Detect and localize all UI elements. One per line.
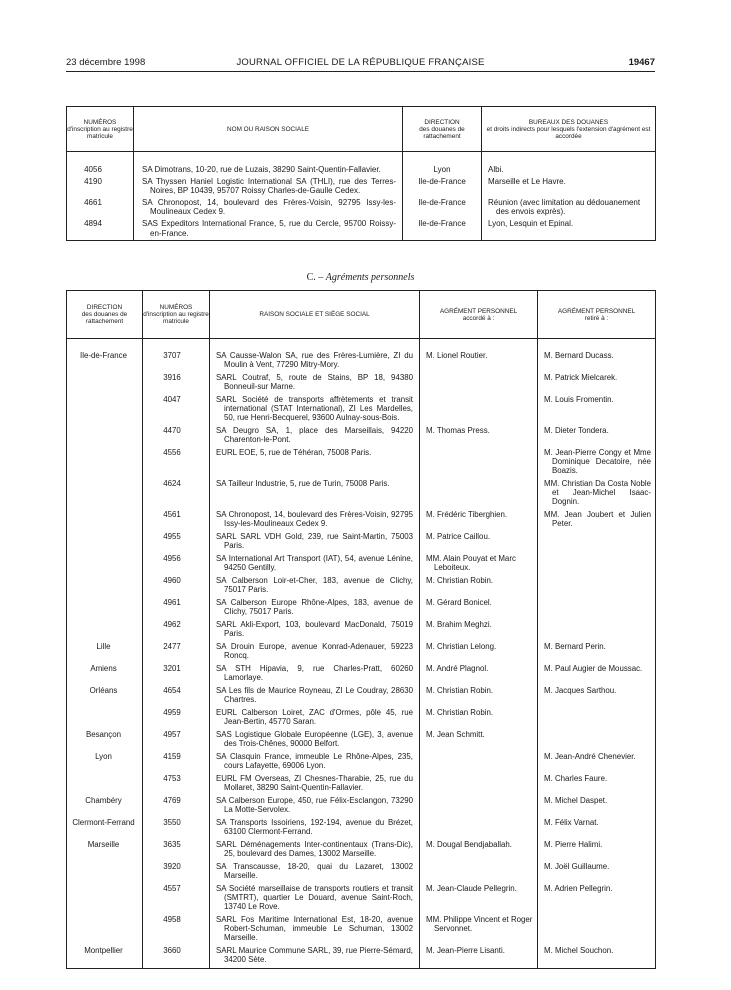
raison-sociale: SA Calberson Europe Rhône-Alpes, 183, avenue de Clichy, 75017 Paris. <box>210 598 420 620</box>
agrement-retire: M. Jean-André Chenevier. <box>538 752 656 774</box>
agrement-retire <box>538 620 656 642</box>
registre-number: 3916 <box>143 373 210 395</box>
agrement-retire <box>538 532 656 554</box>
agrement-retire <box>538 598 656 620</box>
table1-header-num: NUMÉROS d'inscription au registre matricule <box>67 107 134 152</box>
raison-sociale: SA Deugro SA, 1, place des Marseillais, 94220 Charenton-le-Pont. <box>210 426 420 448</box>
registre-number: 4654 <box>143 686 210 708</box>
table2-body <box>67 339 656 969</box>
direction-douanes <box>67 426 143 448</box>
agrement-retire: M. Louis Fromentin. <box>538 395 656 426</box>
table-row <box>67 752 656 774</box>
table-row <box>67 152 656 177</box>
agrement-accorde <box>420 818 538 840</box>
registre-number: 4753 <box>143 774 210 796</box>
registre-number: 3660 <box>143 946 210 969</box>
header-journal-title: JOURNAL OFFICIEL DE LA RÉPUBLIQUE FRANÇAISE <box>236 57 485 68</box>
agrement-accorde <box>420 373 538 395</box>
direction-douanes: Ile-de-France <box>67 339 143 374</box>
table1-header-row <box>67 107 656 152</box>
table-row <box>67 840 656 862</box>
table-row <box>67 219 656 241</box>
agrement-retire: M. Patrick Mielcarek. <box>538 373 656 395</box>
table2-header-row <box>67 291 656 339</box>
direction-douanes <box>67 373 143 395</box>
table-row <box>67 598 656 620</box>
raison-sociale: SA Drouin Europe, avenue Konrad-Adenauer, 59223 Roncq. <box>210 642 420 664</box>
direction-douanes <box>67 774 143 796</box>
agrement-accorde: M. Christian Robin. <box>420 686 538 708</box>
table-row <box>67 620 656 642</box>
registre-number: 4956 <box>143 554 210 576</box>
table-row <box>67 884 656 915</box>
registre-number: 4190 <box>67 177 134 198</box>
raison-sociale: SA Calberson Europe, 450, rue Félix-Esclangon, 73290 La Motte-Servolex. <box>210 796 420 818</box>
table2-header-raison-sociale: RAISON SOCIALE ET SIÈGE SOCIAL <box>210 291 420 339</box>
raison-sociale: SA STH Hipavia, 9, rue Charles-Pratt, 60260 Lamorlaye. <box>210 664 420 686</box>
agrement-retire: M. Michel Souchon. <box>538 946 656 969</box>
bureaux-douanes: Marseille et Le Havre. <box>482 177 656 198</box>
direction-douanes <box>67 510 143 532</box>
agrement-accorde <box>420 448 538 479</box>
table2-header-agrement-accorde: AGRÉMENT PERSONNEL accordé à : <box>420 291 538 339</box>
agrement-retire: M. Jean-Pierre Congy et Mme Dominique Decatoire, née Boazis. <box>538 448 656 479</box>
registre-number: 4661 <box>67 198 134 219</box>
table-row <box>67 708 656 730</box>
direction-douanes: Orléans <box>67 686 143 708</box>
direction-douanes: Ile-de-France <box>403 219 482 241</box>
table-row <box>67 730 656 752</box>
agrement-accorde: M. Jean-Pierre Lisanti. <box>420 946 538 969</box>
raison-sociale: SARL Akli-Export, 103, boulevard MacDonald, 75019 Paris. <box>210 620 420 642</box>
direction-douanes <box>67 708 143 730</box>
agrement-retire <box>538 730 656 752</box>
direction-douanes <box>67 620 143 642</box>
agrement-retire: M. Pierre Halimi. <box>538 840 656 862</box>
agrement-retire <box>538 576 656 598</box>
raison-sociale: EURL Calberson Loiret, ZAC d'Ormes, pôle 45, rue Jean-Bertin, 45770 Saran. <box>210 708 420 730</box>
header-rule <box>66 71 655 72</box>
table1-header-bureaux: BUREAUX DES DOUANES et droits indirects pour lesquels l'extension d'agrément est accordée <box>482 107 656 152</box>
registre-number: 4959 <box>143 708 210 730</box>
agrement-accorde: M. Christian Lelong. <box>420 642 538 664</box>
registre-number: 4047 <box>143 395 210 426</box>
raison-sociale: SAS Expeditors International France, 5, rue du Cercle, 95700 Roissy-en-France. <box>134 219 403 241</box>
table-row <box>67 479 656 510</box>
direction-douanes <box>67 598 143 620</box>
direction-douanes: Montpellier <box>67 946 143 969</box>
table-row <box>67 198 656 219</box>
agrement-accorde: MM. Philippe Vincent et Roger Servonnet. <box>420 915 538 946</box>
registre-number: 3707 <box>143 339 210 374</box>
raison-sociale: SARL Fos Maritime International Est, 18-20, avenue Robert-Schuman, immeuble Le Schuman, 13002 Marseille. <box>210 915 420 946</box>
registre-number: 4955 <box>143 532 210 554</box>
agrement-accorde <box>420 774 538 796</box>
bureaux-douanes: Albi. <box>482 152 656 177</box>
direction-douanes <box>67 395 143 426</box>
direction-douanes: Chambéry <box>67 796 143 818</box>
agrement-retire: M. Bernard Ducass. <box>538 339 656 374</box>
registre-number: 4159 <box>143 752 210 774</box>
registre-number: 4957 <box>143 730 210 752</box>
agrement-accorde: M. Thomas Press. <box>420 426 538 448</box>
raison-sociale: EURL FM Overseas, ZI Chesnes-Tharabie, 25, rue du Mollaret, 38290 Saint-Quentin-Fallavier. <box>210 774 420 796</box>
registre-number: 4769 <box>143 796 210 818</box>
registre-number: 2477 <box>143 642 210 664</box>
raison-sociale: SAS Logistique Globale Européenne (LGE), 3, avenue des Trois-Chênes, 90000 Belfort. <box>210 730 420 752</box>
agrement-retire: MM. Jean Joubert et Julien Peter. <box>538 510 656 532</box>
direction-douanes: Clermont-Ferrand <box>67 818 143 840</box>
table-row <box>67 796 656 818</box>
agrement-accorde: M. Gérard Bonicel. <box>420 598 538 620</box>
direction-douanes <box>67 884 143 915</box>
table-row <box>67 426 656 448</box>
agrement-accorde <box>420 479 538 510</box>
agrement-accorde: M. Lionel Routier. <box>420 339 538 374</box>
direction-douanes: Marseille <box>67 840 143 862</box>
table1-body <box>67 152 656 241</box>
registre-number: 4958 <box>143 915 210 946</box>
agrement-retire <box>538 554 656 576</box>
table-row <box>67 818 656 840</box>
agrement-accorde: M. Frédéric Tiberghien. <box>420 510 538 532</box>
table-row <box>67 177 656 198</box>
direction-douanes: Amiens <box>67 664 143 686</box>
section-letter: C. – <box>306 272 324 283</box>
raison-sociale: SA Les fils de Maurice Royneau, ZI Le Coudray, 28630 Chartres. <box>210 686 420 708</box>
direction-douanes: Lyon <box>403 152 482 177</box>
direction-douanes: Lyon <box>67 752 143 774</box>
header-date: 23 décembre 1998 <box>66 57 146 68</box>
raison-sociale: SARL Maurice Commune SARL, 39, rue Pierre-Sémard, 34200 Sète. <box>210 946 420 969</box>
raison-sociale: SA International Art Transport (IAT), 54, avenue Lénine, 94250 Gentilly. <box>210 554 420 576</box>
table2-header-agrement-retire: AGRÉMENT PERSONNEL retiré à : <box>538 291 656 339</box>
table-row <box>67 915 656 946</box>
registre-number: 4470 <box>143 426 210 448</box>
table-row <box>67 373 656 395</box>
agrement-accorde: M. Patrice Caillou. <box>420 532 538 554</box>
registre-number: 4561 <box>143 510 210 532</box>
table-row <box>67 554 656 576</box>
agrement-retire: M. Paul Augier de Moussac. <box>538 664 656 686</box>
registre-number: 4961 <box>143 598 210 620</box>
agrement-retire: M. Charles Faure. <box>538 774 656 796</box>
registre-number: 4962 <box>143 620 210 642</box>
raison-sociale: SA Causse-Walon SA, rue des Frères-Lumière, ZI du Moulin à Vent, 77290 Mitry-Mory. <box>210 339 420 374</box>
agrement-accorde: M. Dougal Bendjaballah. <box>420 840 538 862</box>
agrement-accorde: M. Brahim Meghzi. <box>420 620 538 642</box>
table-row <box>67 448 656 479</box>
table1-header-name: NOM OU RAISON SOCIALE <box>134 107 403 152</box>
table1-header-dir: DIRECTION des douanes de rattachement <box>403 107 482 152</box>
raison-sociale: SA Chronopost, 14, boulevard des Frères-Voisin, 92795 Issy-les-Moulineaux Cedex 9. <box>210 510 420 532</box>
direction-douanes <box>67 915 143 946</box>
agrement-retire: M. Bernard Perin. <box>538 642 656 664</box>
section-title <box>66 272 655 283</box>
agrement-accorde <box>420 395 538 426</box>
direction-douanes: Lille <box>67 642 143 664</box>
raison-sociale: SARL Déménagements Inter-continentaux (Trans-Dic), 25, boulevard des Dames, 13002 Marseille. <box>210 840 420 862</box>
agrement-accorde: M. Jean-Claude Pellegrin. <box>420 884 538 915</box>
table-row <box>67 686 656 708</box>
direction-douanes <box>67 479 143 510</box>
direction-douanes <box>67 576 143 598</box>
agrement-retire: M. Félix Varnat. <box>538 818 656 840</box>
raison-sociale: SA Clasquin France, immeuble Le Rhône-Alpes, 235, cours Lafayette, 69006 Lyon. <box>210 752 420 774</box>
raison-sociale: SA Transports Issoiriens, 192-194, avenue du Brézet, 63100 Clermont-Ferrand. <box>210 818 420 840</box>
table-row <box>67 510 656 532</box>
direction-douanes: Ile-de-France <box>403 198 482 219</box>
agrement-retire: M. Jacques Sarthou. <box>538 686 656 708</box>
agrement-accorde <box>420 796 538 818</box>
registre-number: 4556 <box>143 448 210 479</box>
table2-header-dir: DIRECTION des douanes de rattachement <box>67 291 143 339</box>
raison-sociale: SA Chronopost, 14, boulevard des Frères-Voisin, 92795 Issy-les-Moulineaux Cedex 9. <box>134 198 403 219</box>
registre-number: 4557 <box>143 884 210 915</box>
direction-douanes <box>67 554 143 576</box>
agrements-personnels-table <box>66 290 656 969</box>
raison-sociale: SA Société marseillaise de transports routiers et transit (SMTRT), quartier Le Douard, avenue Saint-Roch, 13740 Le Rove. <box>210 884 420 915</box>
agrement-accorde <box>420 862 538 884</box>
registre-number: 4624 <box>143 479 210 510</box>
table-row <box>67 946 656 969</box>
agrement-accorde: M. André Plagnol. <box>420 664 538 686</box>
agrement-retire: MM. Christian Da Costa Noble et Jean-Michel Isaac-Dognin. <box>538 479 656 510</box>
direction-douanes <box>67 532 143 554</box>
raison-sociale: SA Calberson Loir-et-Cher, 183, avenue de Clichy, 75017 Paris. <box>210 576 420 598</box>
direction-douanes: Besançon <box>67 730 143 752</box>
raison-sociale: SARL Coutraf, 5, route de Stains, BP 18, 94380 Bonneuil-sur Marne. <box>210 373 420 395</box>
registre-number: 3550 <box>143 818 210 840</box>
header-page-number: 19467 <box>628 57 655 68</box>
direction-douanes <box>67 448 143 479</box>
page-header <box>66 57 655 71</box>
direction-douanes: Ile-de-France <box>403 177 482 198</box>
agrement-accorde: M. Christian Robin. <box>420 576 538 598</box>
raison-sociale: EURL EOE, 5, rue de Téhéran, 75008 Paris. <box>210 448 420 479</box>
agrement-retire <box>538 708 656 730</box>
agrement-retire: M. Joël Guillaume. <box>538 862 656 884</box>
raison-sociale: SA Transcausse, 18-20, quai du Lazaret, 13002 Marseille. <box>210 862 420 884</box>
registre-number: 4056 <box>67 152 134 177</box>
table-row <box>67 532 656 554</box>
agrement-retire: M. Michel Daspet. <box>538 796 656 818</box>
agrement-accorde: M. Jean Schmitt. <box>420 730 538 752</box>
raison-sociale: SARL SARL VDH Gold, 239, rue Saint-Martin, 75003 Paris. <box>210 532 420 554</box>
table-row <box>67 862 656 884</box>
raison-sociale: SA Dimotrans, 10-20, rue de Luzais, 38290 Saint-Quentin-Fallavier. <box>134 152 403 177</box>
registre-number: 3635 <box>143 840 210 862</box>
agrement-accorde: MM. Alain Pouyat et Marc Leboiteux. <box>420 554 538 576</box>
agrement-retire: M. Dieter Tondera. <box>538 426 656 448</box>
raison-sociale: SARL Société de transports affrètements et transit international (STAT International), ZI Les Mardelles, 50, rue Henri-Becquerel, 93600 Aulnay-sous-Bois. <box>210 395 420 426</box>
table-row <box>67 339 656 374</box>
agrement-retire <box>538 915 656 946</box>
table-row <box>67 395 656 426</box>
bureaux-douanes: Lyon, Lesquin et Epinal. <box>482 219 656 241</box>
table-row <box>67 774 656 796</box>
bureaux-douanes: Réunion (avec limitation au dédouanement des envois exprès). <box>482 198 656 219</box>
table-row <box>67 576 656 598</box>
table-row <box>67 642 656 664</box>
registre-number: 4960 <box>143 576 210 598</box>
table2-header-num: NUMÉROS d'inscription au registre matricule <box>143 291 210 339</box>
registre-number: 3920 <box>143 862 210 884</box>
registre-number: 4894 <box>67 219 134 241</box>
agrement-retire: M. Adrien Pellegrin. <box>538 884 656 915</box>
direction-douanes <box>67 862 143 884</box>
raison-sociale: SA Tailleur Industrie, 5, rue de Turin, 75008 Paris. <box>210 479 420 510</box>
agrement-accorde: M. Christian Robin. <box>420 708 538 730</box>
extension-agrement-table <box>66 106 656 241</box>
agrement-accorde <box>420 752 538 774</box>
section-title-text: Agréments personnels <box>325 272 415 283</box>
raison-sociale: SA Thyssen Haniel Logistic International SA (THLI), rue des Terres-Noires, BP 10439, 95707 Roissy Charles-de-Gaulle Cedex. <box>134 177 403 198</box>
registre-number: 3201 <box>143 664 210 686</box>
table-row <box>67 664 656 686</box>
